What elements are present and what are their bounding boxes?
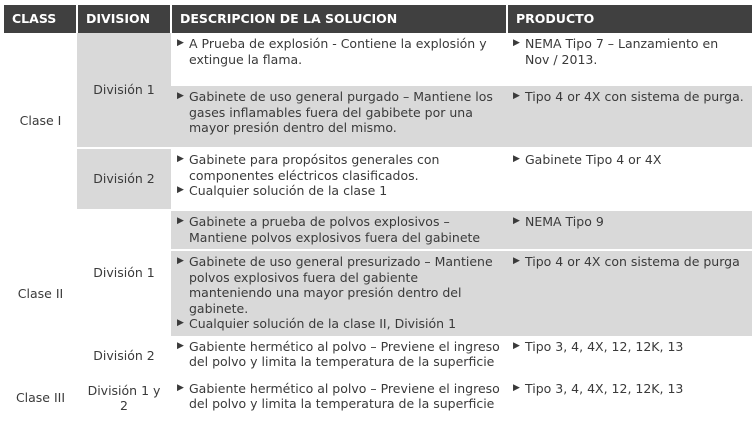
bullet-icon: ▶ (513, 154, 520, 164)
division-cell: División 1 (77, 33, 171, 148)
bullet-icon: ▶ (177, 38, 184, 48)
table-row (4, 148, 752, 210)
bullet-icon: ▶ (513, 91, 520, 101)
division-cell: División 2 (93, 348, 155, 364)
bullet-icon: ▶ (177, 340, 184, 351)
product-cell: ▶ NEMA Tipo 9 (507, 210, 752, 250)
bullet-icon: ▶ (177, 91, 184, 101)
division-cell: División 2 (77, 148, 171, 210)
bullet-icon: ▶ (513, 256, 520, 266)
bullet-icon: ▶ (177, 154, 184, 164)
division-cell: División 1 y 2 (87, 382, 161, 413)
product-cell: ▶ NEMA Tipo 7 – Lanzamiento en Nov / 2013. (513, 36, 719, 67)
product-cell: ▶ Gabinete Tipo 4 or 4X (507, 148, 752, 210)
bullet-icon: ▶ (177, 216, 184, 226)
header-row (4, 5, 752, 33)
header-class: CLASS (4, 5, 77, 33)
class-cell: Clase III (4, 378, 77, 420)
table-row (4, 210, 752, 250)
description-cell: ▶ Gabinete de uso general purgado – Mantiene los gases inflamables fuera del gabibete por una mayor presión dentro del mismo. (171, 86, 507, 148)
class-cell: Clase II (4, 210, 77, 378)
bullet-icon: ▶ (177, 185, 184, 195)
table-row (4, 378, 752, 420)
description-cell: ▶ Gabiente hermético al polvo – Previene el ingreso del polvo y limita la temperatura de la superficie (177, 380, 500, 411)
product-cell: ▶ Tipo 4 or 4X con sistema de purga. (507, 86, 752, 148)
header-producto: PRODUCTO (507, 5, 752, 33)
description-cell: ▶ Gabinete para propósitos generales con componentes eléctricos clasificados. ▶ Cualquier solución de la clase 1 (171, 148, 507, 210)
description-cell: ▶ Gabinete de uso general presurizado – Mantiene polvos explosivos fuera del gabiente manteniendo una mayor presión dentro del gabinete. ▶ Cualquier solución de la clase II, División 1 (171, 250, 507, 336)
classification-table (4, 5, 752, 420)
bullet-icon: ▶ (177, 256, 184, 266)
bullet-icon: ▶ (513, 382, 520, 393)
product-cell: ▶ Tipo 3, 4, 4X, 12, 12K, 13 (513, 380, 684, 396)
bullet-icon: ▶ (177, 318, 184, 328)
description-cell: ▶ A Prueba de explosión - Contiene la explosión y extingue la flama. (177, 36, 487, 67)
bullet-icon: ▶ (177, 382, 184, 393)
table-row (4, 336, 752, 378)
bullet-icon: ▶ (513, 340, 520, 351)
header-division: DIVISION (77, 5, 171, 33)
class-cell: Clase I (4, 33, 77, 210)
table-row (4, 33, 752, 86)
header-descripcion: DESCRIPCION DE LA SOLUCION (171, 5, 507, 33)
product-cell: ▶ Tipo 3, 4, 4X, 12, 12K, 13 (513, 338, 684, 354)
product-cell: ▶ Tipo 4 or 4X con sistema de purga (507, 250, 752, 336)
division-cell: División 1 (77, 210, 171, 336)
description-cell: ▶ Gabiente hermético al polvo – Previene el ingreso del polvo y limita la temperatura de la superficie (177, 338, 500, 369)
bullet-icon: ▶ (513, 38, 520, 48)
description-cell: ▶ Gabinete a prueba de polvos explosivos – Mantiene polvos explosivos fuera del gabinete (171, 210, 507, 250)
bullet-icon: ▶ (513, 216, 520, 226)
